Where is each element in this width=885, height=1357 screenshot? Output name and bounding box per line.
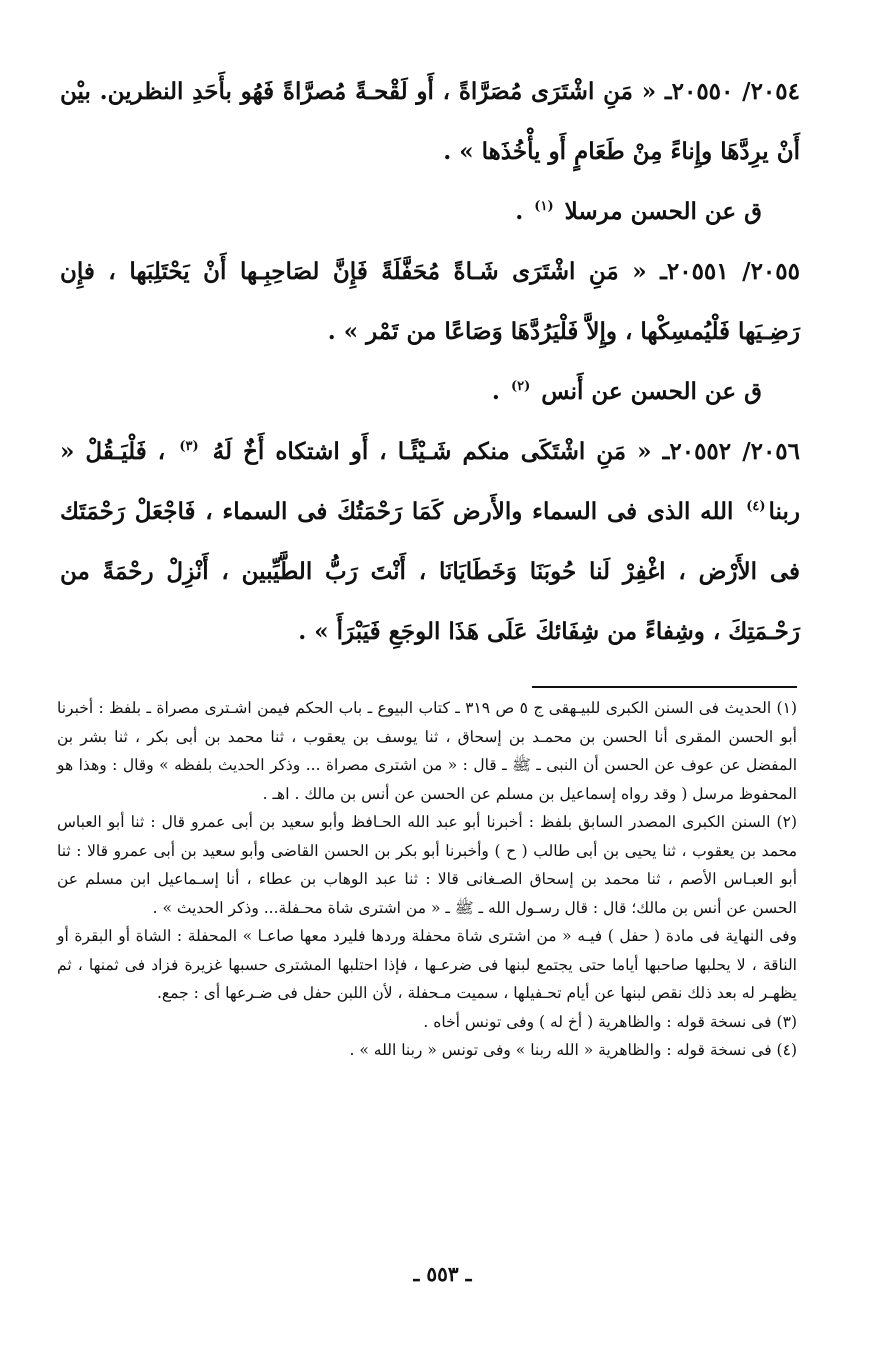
hadith-number: ٢٠٥٦/ ٢٠٥٥٢ـ xyxy=(662,438,801,465)
hadith-source xyxy=(60,362,800,422)
footnote-ref: (٤) xyxy=(746,499,766,515)
hadith-number: ٢٠٥٤/ ٢٠٥٥٠ـ xyxy=(664,78,800,105)
source-end: . xyxy=(515,198,524,225)
source-text: ق عن الحسن عن أَنس xyxy=(541,378,762,405)
footnote-label: (٢) xyxy=(776,813,797,831)
hadith-text-part-a: « مَنِ اشْتَكَى منكم شَـيْئًـا ، أَو اشتكاه أَخٌ لَهُ xyxy=(212,438,652,465)
footnotes xyxy=(57,694,797,1065)
footnote-divider xyxy=(532,686,797,688)
footnote-2 xyxy=(57,808,797,922)
footnote-ref: (٢) xyxy=(510,379,531,395)
page-number: ـ ٥٥٣ ـ xyxy=(413,1262,472,1286)
footnote-label: (٤) xyxy=(776,1041,797,1059)
hadith-number: ٢٠٥٥/ ٢٠٥٥١ـ xyxy=(660,258,800,285)
hadith-2055 xyxy=(60,242,800,362)
footnote-2-continuation xyxy=(57,922,797,1008)
footnote-text: فى نسخة قوله : والظاهرية ( أخ له ) وفى تونس أخاه . xyxy=(423,1012,772,1031)
hadith-2054 xyxy=(60,62,800,182)
footnote-text: فى نسخة قوله : والظاهرية « الله ربنا » وفى تونس « ربنا الله » . xyxy=(349,1041,772,1059)
footnote-text: السنن الكبرى المصدر السابق بلفظ : أخبرنا أبو عبد الله الحـافظ وأبو سعيد بن أبى عمرو قال : ثنا أبو العباس محمد بن يعقوب ، ثنا يحيى بن أبى طالب ( ح ) وأخبرنا أبو بكر بن الحسن القاضى وأبو سعيد بن أبى عمرو قالا : ثنا أبو العبـاس الأصم ، ثنا محمد بن إسحاق الصـغانى قالا : ثنا عبد الوهاب بن عطاء ، أنا إسـماعيل ابن مسلم عن الحسن عن أنس بن مالك؛ قال : قال رسـول الله ـ ﷺ ـ « من اشترى شاة محـفلة... وذكر الحديث » . xyxy=(57,813,797,917)
hadith-source xyxy=(60,182,800,242)
footnote-label: (٣) xyxy=(776,1012,797,1031)
source-text: ق عن الحسن مرسلا xyxy=(564,198,762,225)
main-text xyxy=(60,62,800,662)
footnote-1 xyxy=(57,694,797,808)
hadith-text-part-b: ، فَلْيَـقُلْ « ربنا xyxy=(60,438,800,525)
hadith-text: « مَنِ اشْتَرَى مُصَرَّاةً ، أَو لَقْحـةً مُصرَّاةً فَهُو بأَحَدِ النظرين. بيْن أَنْ يرِدَّهَا وإِناءً مِنْ طَعَامٍ أَو يأْخُذَها » . xyxy=(60,78,800,165)
source-end: . xyxy=(491,378,500,405)
footnote-ref: (٣) xyxy=(179,439,199,455)
hadith-text-part-c: الله الذى فى السماء والأَرض كَمَا رَحْمَتُكَ فى السماء ، فَاجْعَلْ رَحْمَتَك فى الأَرْض ، اغْفِرْ لَنا حُوبَنَا وَخَطَايَانَا ، أَنْتَ رَبُّ الطَّيِّبين ، أَنْزِلْ رحْمَةً من رَحْـمَتِكَ ، وشِفاءً من شِفَائكَ عَلَى هَذَا الوجَعِ فَيَبْرَأَ » . xyxy=(60,498,800,645)
footnote-text: وفى النهاية فى مادة ( حفل ) فيـه « من اشترى شاة محفلة وردها فليرد معها صاعـا » المحفلة : الشاة أو البقرة أو الناقة ، لا يحلبها صاحبها أياما حتى يجتمع لبنها فى ضرعـها ، فإذا احتلبها المشترى حسبها غزيرة فزاد فى ثمنها ، ثم يظهـر له بعد ذلك نقص لبنها عن أيام تحـفيلها ، سميت مـحفلة ، لأن اللبن حفل فى ضـرعها أى : جمع. xyxy=(57,927,797,1002)
footnote-label: (١) xyxy=(776,699,797,717)
footnote-3 xyxy=(57,1008,797,1037)
footnote-4 xyxy=(57,1036,797,1065)
hadith-text: « مَنِ اشْتَرَى شَـاةً مُحَفَّلَةً فَإِنَّ لصَاحِبِـها أَنْ يَحْتَلِبَها ، فإِن رَضِـيَها فَلْيُمسِكْها ، وإِلاَّ فَلْيَرُدَّهَا وَصَاعًا من تَمْر » . xyxy=(60,258,800,345)
hadith-2056 xyxy=(60,422,800,662)
footnote-text: الحديث فى السنن الكبرى للبيـهقى ج ٥ ص ٣١٩ ـ كتاب البيوع ـ باب الحكم فيمن اشـترى مصراة ـ بلفظ : أخبرنا أبو الحسن المقرى أنا الحسن بن محمـد بن إسحاق ، ثنا يوسف بن يعقوب ، ثنا محمد بن أبى بكر ، ثنا بشر بن المفضل عن عوف عن الحسن أن النبى ـ ﷺ ـ قال : « من اشترى مصراة ... وذكر الحديث بلفظه » وقال : وهذا هو المحفوظ مرسل ( وقد رواه إسماعيل بن مسلم عن الحسن عن أنس بن مالك . اهـ . xyxy=(57,699,797,803)
footnote-ref: (١) xyxy=(534,199,554,215)
